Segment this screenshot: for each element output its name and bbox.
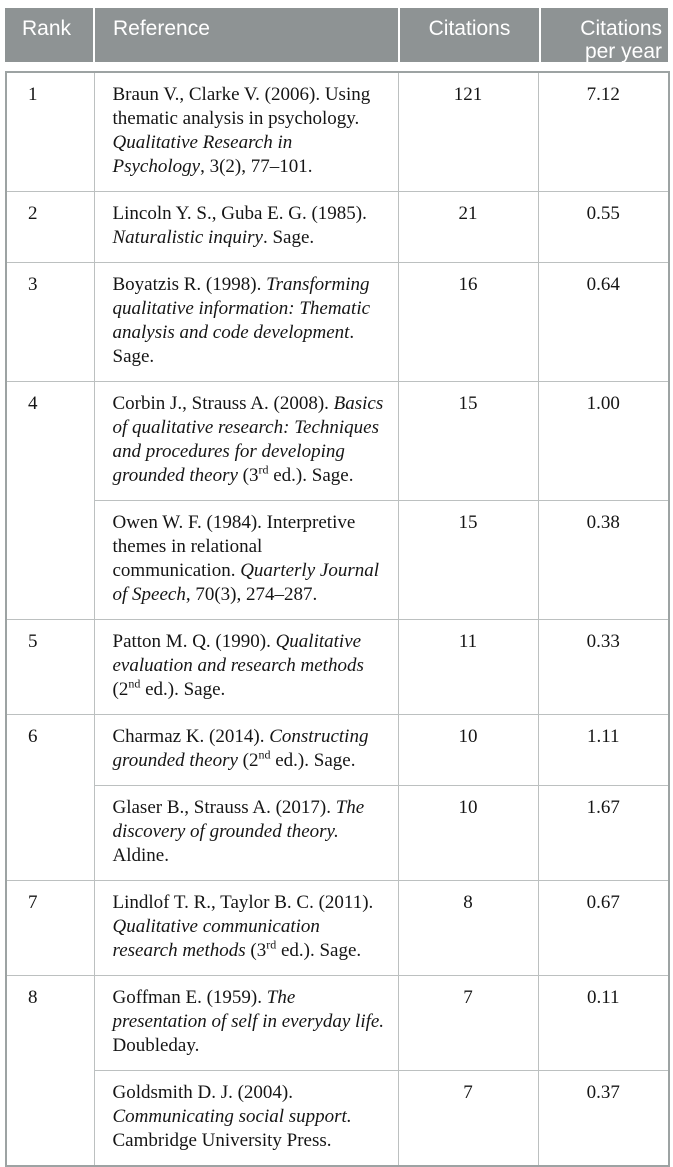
table-row	[6, 1071, 669, 1167]
table-row	[6, 192, 669, 263]
citations-cell: 15	[398, 382, 538, 501]
reference-cell: Owen W. F. (1984). Interpretive themes in relational communication. Quarterly Journal of Speech, 70(3), 274–287.	[94, 501, 398, 620]
table-row	[6, 72, 669, 192]
reference-cell: Lindlof T. R., Taylor B. C. (2011). Qualitative communication research methods (3rd ed.). Sage.	[94, 881, 398, 976]
citations-cell: 10	[398, 786, 538, 881]
ranked-references-table	[5, 71, 670, 1167]
citations-cell: 11	[398, 620, 538, 715]
citations-cell: 21	[398, 192, 538, 263]
citations-per-year-cell: 7.12	[538, 72, 669, 192]
reference-cell: Lincoln Y. S., Guba E. G. (1985). Naturalistic inquiry. Sage.	[94, 192, 398, 263]
table-row	[6, 620, 669, 715]
citations-cell: 7	[398, 1071, 538, 1167]
reference-cell: Boyatzis R. (1998). Transforming qualitative information: Thematic analysis and code development. Sage.	[94, 263, 398, 382]
reference-cell: Patton M. Q. (1990). Qualitative evaluation and research methods (2nd ed.). Sage.	[94, 620, 398, 715]
citations-cell: 7	[398, 976, 538, 1071]
citations-per-year-cell: 0.33	[538, 620, 669, 715]
citations-per-year-cell: 1.00	[538, 382, 669, 501]
column-header-rank: Rank	[5, 8, 93, 62]
table-row	[6, 501, 669, 620]
table-header	[5, 8, 668, 62]
citations-cell: 8	[398, 881, 538, 976]
table-row	[6, 976, 669, 1071]
column-header-citations: Citations	[400, 8, 539, 62]
table-row	[6, 881, 669, 976]
citations-cell: 15	[398, 501, 538, 620]
citations-per-year-cell: 0.67	[538, 881, 669, 976]
table-body	[6, 72, 669, 1166]
reference-cell: Corbin J., Strauss A. (2008). Basics of qualitative research: Techniques and procedures for developing grounded theory (3rd ed.). Sage.	[94, 382, 398, 501]
citations-per-year-cell: 1.11	[538, 715, 669, 786]
rank-cell: 7	[6, 881, 94, 976]
rank-cell: 3	[6, 263, 94, 382]
rank-cell: 4	[6, 382, 94, 620]
citations-per-year-cell: 0.55	[538, 192, 669, 263]
citations-per-year-cell: 0.38	[538, 501, 669, 620]
table-row	[6, 786, 669, 881]
rank-cell: 5	[6, 620, 94, 715]
citations-per-year-cell: 0.37	[538, 1071, 669, 1167]
reference-cell: Glaser B., Strauss A. (2017). The discovery of grounded theory. Aldine.	[94, 786, 398, 881]
table-row	[6, 263, 669, 382]
reference-cell: Charmaz K. (2014). Constructing grounded theory (2nd ed.). Sage.	[94, 715, 398, 786]
reference-cell: Goldsmith D. J. (2004). Communicating social support. Cambridge University Press.	[94, 1071, 398, 1167]
reference-cell: Braun V., Clarke V. (2006). Using thematic analysis in psychology. Qualitative Research in Psychology, 3(2), 77–101.	[94, 72, 398, 192]
citations-per-year-cell: 1.67	[538, 786, 669, 881]
rank-cell: 2	[6, 192, 94, 263]
table-row	[6, 382, 669, 501]
citations-cell: 10	[398, 715, 538, 786]
citations-per-year-cell: 0.64	[538, 263, 669, 382]
column-header-citations-per-year: Citations per year	[541, 8, 668, 62]
citations-cell: 16	[398, 263, 538, 382]
reference-cell: Goffman E. (1959). The presentation of self in everyday life. Doubleday.	[94, 976, 398, 1071]
rank-cell: 6	[6, 715, 94, 881]
table-row	[6, 715, 669, 786]
rank-cell: 1	[6, 72, 94, 192]
rank-cell: 8	[6, 976, 94, 1167]
citations-cell: 121	[398, 72, 538, 192]
citations-per-year-cell: 0.11	[538, 976, 669, 1071]
column-header-reference: Reference	[95, 8, 398, 62]
